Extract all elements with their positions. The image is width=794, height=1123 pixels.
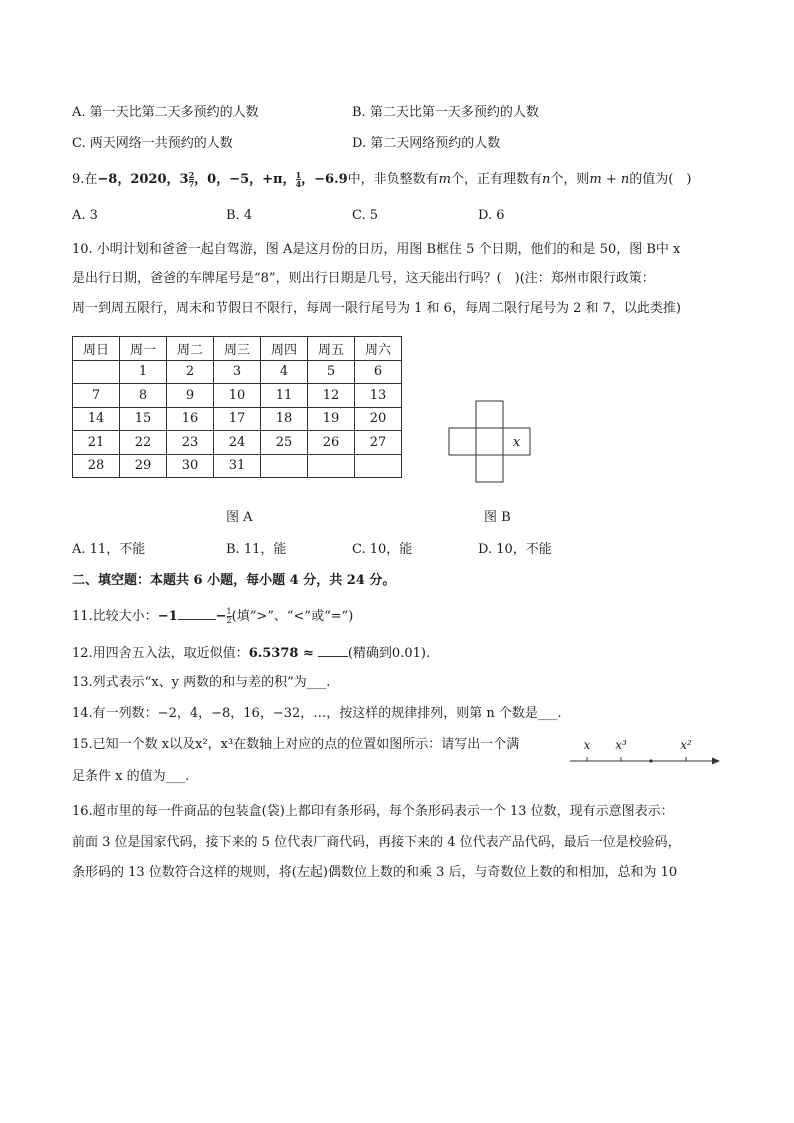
calendar-cell: 9	[167, 384, 214, 408]
question-9: 9.在−8，2020，3 $\frac{2}{7}$ ，0，−5，+π， $\frac{1}{4}$ ，−6.9中，非负整数有m个，正有理数有n个，则m + n的值为( )	[72, 170, 692, 189]
question-16-line2: 前面 3 位是国家代码，接下来的 5 位代表厂商代码，再接下来的 4 位代表产品代码，最后一位是校验码，	[72, 835, 681, 850]
question-15-line1: 15.已知一个数 x以及x²，x³在数轴上对应的点的位置如图所示：请写出一个满	[72, 737, 520, 752]
calendar-row	[73, 407, 402, 431]
calendar-row	[73, 360, 402, 384]
axis-label-x2: x²	[680, 738, 692, 752]
calendar-cell: 24	[214, 431, 261, 455]
calendar-cell	[73, 360, 120, 384]
calendar-cell: 7	[73, 384, 120, 408]
q9-option-c: C. 5	[352, 208, 379, 223]
calendar-row	[73, 384, 402, 408]
axis-label-x3: x³	[615, 738, 627, 752]
calendar-cell	[308, 454, 355, 478]
number-line-arrow	[712, 758, 720, 765]
q8-option-d: D. 第二天网络预约的人数	[352, 136, 501, 151]
calendar-cell: 28	[73, 454, 120, 478]
calendar-cell: 16	[167, 407, 214, 431]
calendar-header-cell: 周一	[120, 337, 167, 361]
question-12: 12.用四舍五入法，取近似值：6.5378 ≈ (精确到0.01).	[72, 646, 431, 661]
calendar-cell: 6	[355, 360, 402, 384]
question-10-line3: 周一到周五限行，周末和节假日不限行，每周一限行尾号为 1 和 6，每周二限行尾号为 2 和 7，以此类推)	[72, 301, 681, 316]
calendar-cell: 12	[308, 384, 355, 408]
q10-option-c: C. 10，能	[352, 542, 413, 557]
calendar-header-cell: 周三	[214, 337, 261, 361]
calendar-header-cell: 周四	[261, 337, 308, 361]
calendar-cell: 2	[167, 360, 214, 384]
calendar-cell: 3	[214, 360, 261, 384]
calendar-row	[73, 454, 402, 478]
calendar-cell: 5	[308, 360, 355, 384]
calendar-cell: 8	[120, 384, 167, 408]
calendar-header-row	[73, 337, 402, 361]
question-16-line3: 条形码的 13 位数符合这样的规则，将(左起)偶数位上数的和乘 3 后，与奇数位上数的和相加，总和为 10	[72, 865, 678, 880]
calendar-cell: 4	[261, 360, 308, 384]
calendar-row	[73, 431, 402, 455]
question-13: 13.列式表示“x、y 两数的和与差的积”为___.	[72, 675, 331, 690]
q10-option-a: A. 11，不能	[72, 542, 146, 557]
calendar-cell: 17	[214, 407, 261, 431]
question-16-line1: 16.超市里的每一件商品的包装盒(袋)上都印有条形码，每个条形码表示一个 13 位数，现有示意图表示：	[72, 804, 674, 819]
question-15-line2: 足条件 x 的值为___.	[72, 769, 190, 784]
calendar-cell: 10	[214, 384, 261, 408]
q8-option-b: B. 第二天比第一天多预约的人数	[352, 105, 539, 120]
question-14: 14.有一列数：−2，4，−8，16，−32，…，按这样的规律排列，则第 n 个数是___.	[72, 706, 562, 721]
calendar-cell	[261, 454, 308, 478]
origin-dot	[649, 759, 652, 762]
figure-a-caption: 图 A	[226, 510, 253, 525]
number-line-figure	[568, 736, 724, 772]
calendar-cell: 1	[120, 360, 167, 384]
q10-option-d: D. 10，不能	[478, 542, 552, 557]
figure-b-cross	[448, 400, 532, 484]
calendar-cell: 30	[167, 454, 214, 478]
calendar-header-cell: 周二	[167, 337, 214, 361]
calendar-cell: 31	[214, 454, 261, 478]
figure-b-caption: 图 B	[484, 510, 511, 525]
calendar-cell: 25	[261, 431, 308, 455]
calendar-cell: 19	[308, 407, 355, 431]
question-10-line2: 是出行日期，爸爸的车牌尾号是“8”，则出行日期是几号，这天能出行吗？( )(注：郑州市限行政策：	[72, 271, 655, 286]
calendar-cell: 21	[73, 431, 120, 455]
calendar-table	[72, 336, 402, 478]
calendar-cell: 23	[167, 431, 214, 455]
q10-option-b: B. 11，能	[226, 542, 287, 557]
question-11: 11.比较大小：−1 − $\frac{1}{2}$ (填“>”、“<”或“=”)	[72, 607, 354, 625]
q9-option-b: B. 4	[226, 208, 253, 223]
q8-option-c: C. 两天网络一共预约的人数	[72, 136, 233, 151]
calendar-header-cell: 周五	[308, 337, 355, 361]
q9-option-a: A. 3	[72, 208, 98, 223]
calendar-cell: 20	[355, 407, 402, 431]
calendar-header-cell: 周六	[355, 337, 402, 361]
calendar-cell: 27	[355, 431, 402, 455]
question-10-line1: 10. 小明计划和爸爸一起自驾游，图 A是这月份的日历，用图 B框住 5 个日期，他们的和是 50，图 B中 x	[72, 242, 681, 257]
calendar-cell: 15	[120, 407, 167, 431]
figure-b-x-label: x	[512, 435, 521, 450]
q8-option-a: A. 第一天比第二天多预约的人数	[72, 105, 259, 120]
calendar-cell: 29	[120, 454, 167, 478]
calendar-cell: 26	[308, 431, 355, 455]
section-2-heading: 二、填空题：本题共 6 小题，每小题 4 分，共 24 分。	[72, 573, 396, 588]
calendar-cell: 11	[261, 384, 308, 408]
q9-option-d: D. 6	[478, 208, 505, 223]
calendar-cell: 13	[355, 384, 402, 408]
calendar-cell	[355, 454, 402, 478]
calendar-header-cell: 周日	[73, 337, 120, 361]
calendar-cell: 22	[120, 431, 167, 455]
calendar-cell: 18	[261, 407, 308, 431]
axis-label-x: x	[583, 738, 591, 752]
calendar-cell: 14	[73, 407, 120, 431]
